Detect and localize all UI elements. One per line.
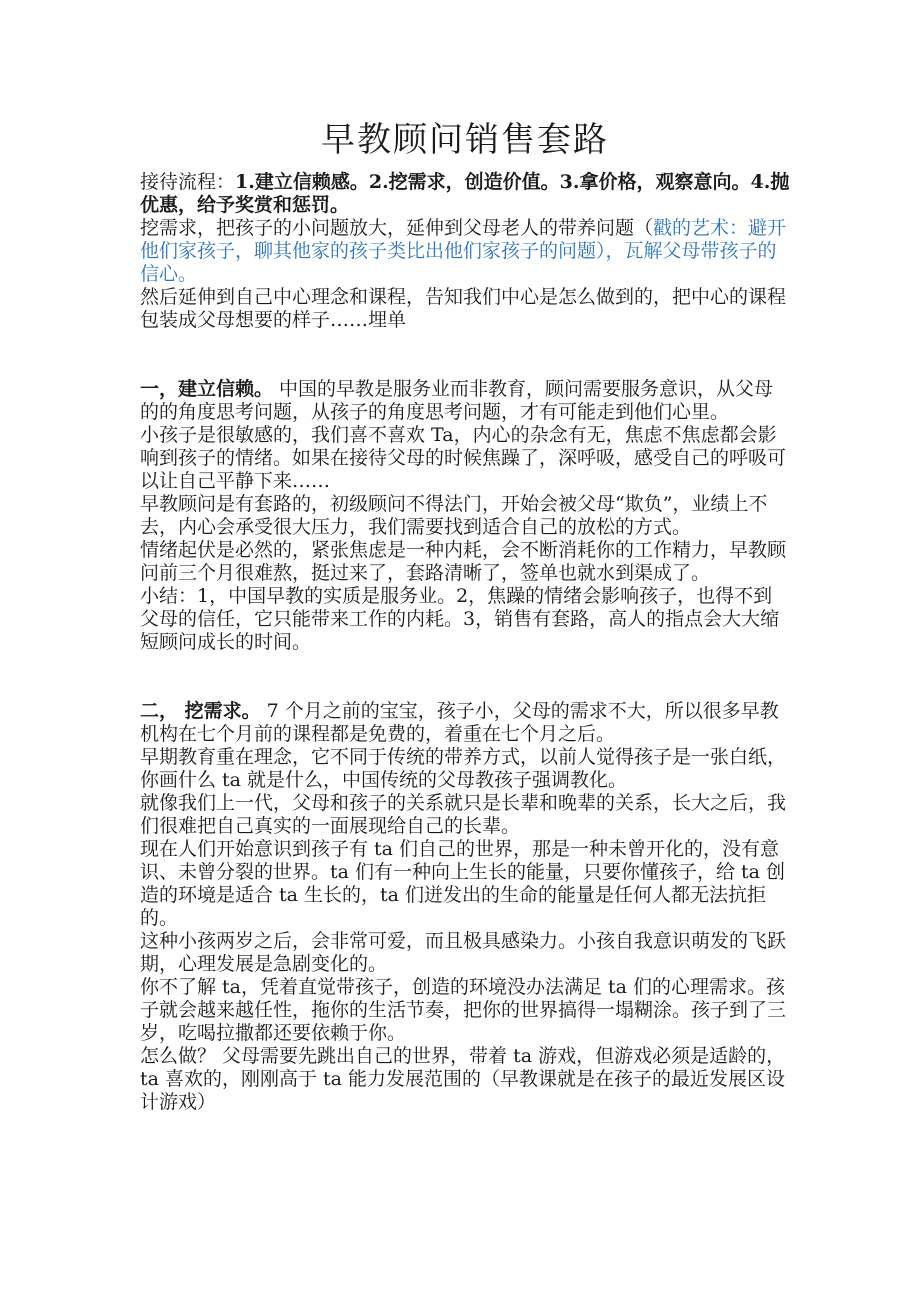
section2-p6: 你不了解 ta，凭着直觉带孩子，创造的环境没办法满足 ta 们的心理需求。孩子就会越来越任性，拖你的生活节奏，把你的世界搞得一塌糊涂。孩子到了三岁，吃喝拉撒都还要依赖于你。: [140, 976, 787, 1044]
section2-p7: 怎么做？ 父母需要先跳出自己的世界，带着 ta 游戏，但游戏必须是适龄的，ta 喜欢的，刚刚高于 ta 能力发展范围的（早教课就是在孩子的最近发展区设计游戏）: [140, 1045, 786, 1113]
section2-intro: [140, 700, 790, 746]
section2-p5: 这种小孩两岁之后，会非常可爱，而且极具感染力。小孩自我意识萌发的飞跃期，心理发展是急剧变化的。: [140, 930, 787, 975]
section1-p1: 中国的早教是服务业而非教育，顾问需要服务意识，从父母的的角度思考问题，从孩子的角度思考问题，才有可能走到他们心里。: [140, 378, 774, 423]
section2-p3: 就像我们上一代，父母和孩子的关系就只是长辈和晚辈的关系，长大之后，我们很难把自己真实的一面展现给自己的长辈。: [140, 792, 787, 837]
process-steps: 1.建立信赖感。2.挖需求，创造价值。3.拿价格，观察意向。4.抛优惠，给予奖赏和惩罚。: [140, 171, 790, 216]
section1-intro: [140, 378, 790, 424]
intro-extend: 然后延伸到自己中心理念和课程，告知我们中心是怎么做到的，把中心的课程包装成父母想要的样子……埋单: [140, 286, 787, 331]
section2-heading: 二， 挖需求。: [140, 700, 261, 722]
page-title: 早教顾问销售套路: [321, 120, 609, 160]
process-label: 接待流程：: [140, 171, 236, 193]
section1-summary: 小结：1，中国早教的实质是服务业。2，焦躁的情绪会影响孩子，也得不到父母的信任，它只能带来工作的内耗。3，销售有套路，高人的指点会大大缩短顾问成长的时间。: [140, 585, 780, 653]
intro-process: [140, 171, 790, 217]
section1-p4: 情绪起伏是必然的，紧张焦虑是一种内耗，会不断消耗你的工作精力，早教顾问前三个月很难熬，挺过来了，套路清晰了，签单也就水到渠成了。: [140, 539, 787, 584]
document-body: [140, 112, 790, 1114]
dig-text: 挖需求，把孩子的小问题放大，延伸到父母老人的带养问题（: [140, 217, 654, 239]
section1-p3: 早教顾问是有套路的，初级顾问不得法门，开始会被父母“欺负”，业绩上不去，内心会承受很大压力，我们需要找到适合自己的放松的方式。: [140, 493, 768, 538]
section2-p1: 7 个月之前的宝宝，孩子小，父母的需求不大，所以很多早教机构在七个月前的课程都是免费的，着重在七个月之后。: [140, 700, 779, 745]
dig-highlight: 戳的艺术：避开他们家孩子，聊其他家的孩子类比出他们家孩子的问题），瓦解父母带孩子的信心。: [140, 217, 787, 285]
section1-p2: 小孩子是很敏感的，我们喜不喜欢 Ta，内心的杂念有无，焦虑不焦虑都会影响到孩子的情绪。如果在接待父母的时候焦躁了，深呼吸，感受自己的呼吸可以让自己平静下来……: [140, 424, 787, 492]
spacer: [140, 332, 790, 378]
spacer: [140, 654, 790, 700]
intro-dig: [140, 217, 790, 286]
section2-p2: 早期教育重在理念，它不同于传统的带养方式，以前人觉得孩子是一张白纸，你画什么 ta 就是什么，中国传统的父母教孩子强调教化。: [140, 746, 787, 791]
section2-p4: 现在人们开始意识到孩子有 ta 们自己的世界，那是一种未曾开化的，没有意识、未曾分裂的世界。ta 们有一种向上生长的能量，只要你懂孩子，给 ta 创造的环境是适合 ta 生长的，ta 们迸发出的生命的能量是任何人都无法抗拒的。: [140, 838, 786, 929]
section1-heading: 一，建立信赖。: [140, 378, 274, 400]
